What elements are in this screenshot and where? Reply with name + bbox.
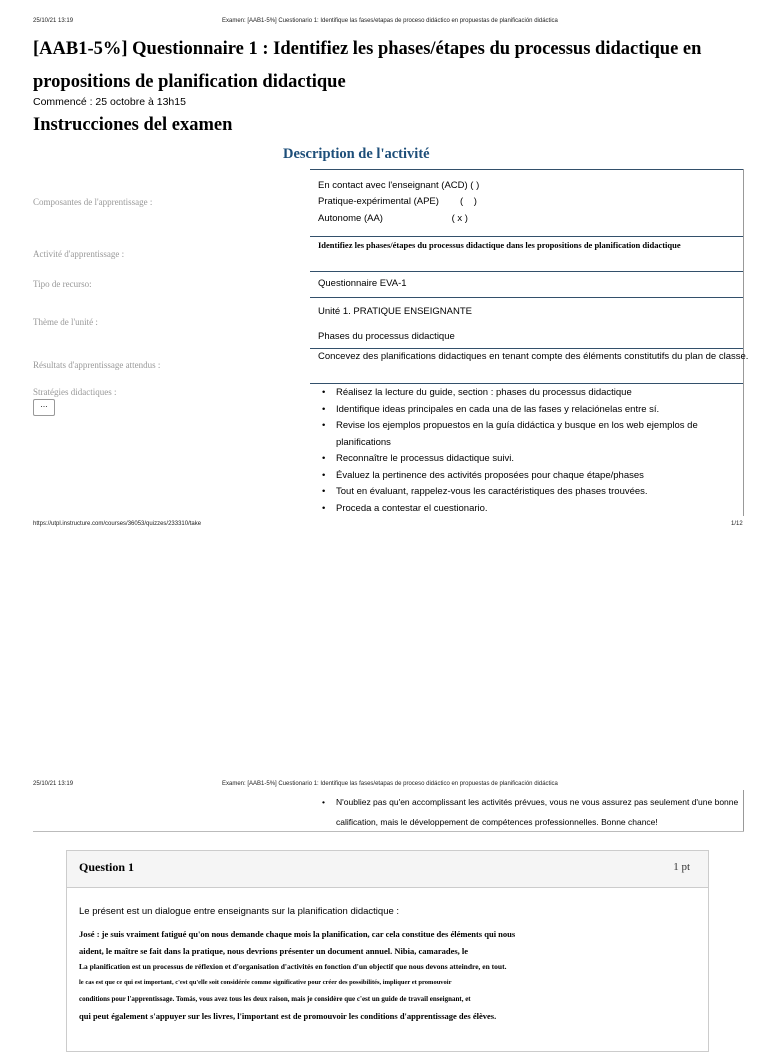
page-number: 1/12 [731, 521, 743, 527]
table-divider [310, 297, 743, 298]
row-label-expected-results: Résultats d'apprentissage attendus : [33, 360, 161, 370]
list-item: • Réalisez la lecture du guide, section : phases du processus didactique [318, 385, 748, 402]
print-doc-title: Examen: [AAB1-5%] Cuestionario 1: Identifique las fases/etapas de proceso didáctico en propuestas de planificación didáctica [222, 18, 558, 24]
print-datetime: 25/10/21 13:19 [33, 781, 74, 787]
list-item: • N'oubliez pas qu'en accomplissant les activités prévues, vous ne vous assurez pas seulement d'une bonne calification, mais le développement de compétences professionnelles. Bonne chance! [318, 792, 758, 832]
dialogue-line: José : je suis vraiment fatigué qu'on nous demande chaque mois la planification, car cela constitue des éléments qui nous [79, 929, 516, 939]
row-label-strategies: Stratégies didactiques : [33, 387, 117, 397]
row-label-learning-activity: Activité d'apprentissage : [33, 249, 125, 259]
table-divider [310, 169, 743, 170]
dialogue-line: conditions pour l'apprentissage. Tomás, vous avez tous les deux raison, mais je considère que c'est un guide de travail enseignant, et [79, 995, 471, 1003]
resource-type-value: Questionnaire EVA-1 [318, 278, 407, 289]
table-divider [310, 383, 743, 384]
list-item: • Évaluez la pertinence des activités proposées pour chaque étape/phases [318, 468, 748, 485]
table-bottom-border [33, 831, 744, 832]
dialogue-line: qui peut également s'appuyer sur les livres, l'important est de promouvoir les conditions d'apprentissage des élèves. [79, 1011, 497, 1021]
component-acd: En contact avec l'enseignant (ACD) ( ) [318, 180, 480, 191]
unit-topic: Phases du processus didactique [318, 331, 455, 342]
print-url-link[interactable]: https://utpl.instructure.com/courses/36053/quizzes/233310/take [33, 521, 202, 527]
dialogue-line: aident, le maître se fait dans la pratique, nous devrions présenter un document annuel. Nibia, camarades, le [79, 946, 469, 956]
list-item: • Identifique ideas principales en cada una de las fases y relaciónelas entre sí. [318, 402, 748, 419]
unit-name: Unité 1. PRATIQUE ENSEIGNANTE [318, 306, 472, 317]
question-intro: Le présent est un dialogue entre enseignants sur la planification didactique : [79, 906, 400, 917]
instructions-heading: Instrucciones del examen [33, 115, 233, 135]
activity-description-heading: Description de l'activité [283, 146, 430, 162]
print-datetime: 25/10/21 13:19 [33, 18, 74, 24]
strategies-list-continued [318, 792, 758, 832]
ellipsis-icon[interactable]: ⋯ [33, 399, 55, 416]
strategies-list [318, 385, 748, 517]
started-timestamp: Commencé : 25 octobre à 13h15 [33, 96, 186, 108]
question-header [67, 851, 708, 888]
print-doc-title: Examen: [AAB1-5%] Cuestionario 1: Identifique las fases/etapas de proceso didáctico en propuestas de planificación didáctica [222, 781, 558, 787]
component-aa: Autonome (AA) ( x ) [318, 213, 468, 224]
component-ape: Pratique-expérimental (APE) ( ) [318, 196, 477, 207]
dialogue-line: le cas est que ce qui est important, c'est qu'elle soit considérée comme significative pour créer des possibilités, impliquer et promouvoir [79, 979, 452, 986]
table-divider [310, 271, 743, 272]
expected-results-value: Concevez des planifications didactiques en tenant compte des éléments constitutifs du plan de classe. [318, 351, 749, 362]
row-label-components: Composantes de l'apprentissage : [33, 197, 153, 207]
list-item: • Tout en évaluant, rappelez-vous les caractéristiques des phases trouvées. [318, 484, 748, 501]
list-item: • Proceda a contestar el cuestionario. [318, 501, 748, 518]
dialogue-line: La planification est un processus de réflexion et d'organisation d'activités en fonction d'un objectif que nous devons atteindre, en tout. [79, 962, 507, 971]
learning-activity-value: Identifiez les phases/étapes du processus didactique dans les propositions de planification didactique [318, 240, 681, 250]
question-points: 1 pt [673, 861, 690, 873]
list-item: • Revise los ejemplos propuestos en la guía didáctica y busque en los web ejemplos de planifications [318, 418, 748, 451]
row-label-unit-theme: Thème de l'unité : [33, 317, 98, 327]
quiz-title: [AAB1-5%] Questionnaire 1 : Identifiez les phases/étapes du processus didactique en propositions de planification didactique [33, 39, 702, 92]
list-item: • Reconnaître le processus didactique suivi. [318, 451, 748, 468]
question-card [66, 850, 709, 1052]
table-right-border [743, 790, 744, 832]
row-label-resource-type: Tipo de recurso: [33, 279, 92, 289]
question-name: Question 1 [79, 860, 135, 874]
